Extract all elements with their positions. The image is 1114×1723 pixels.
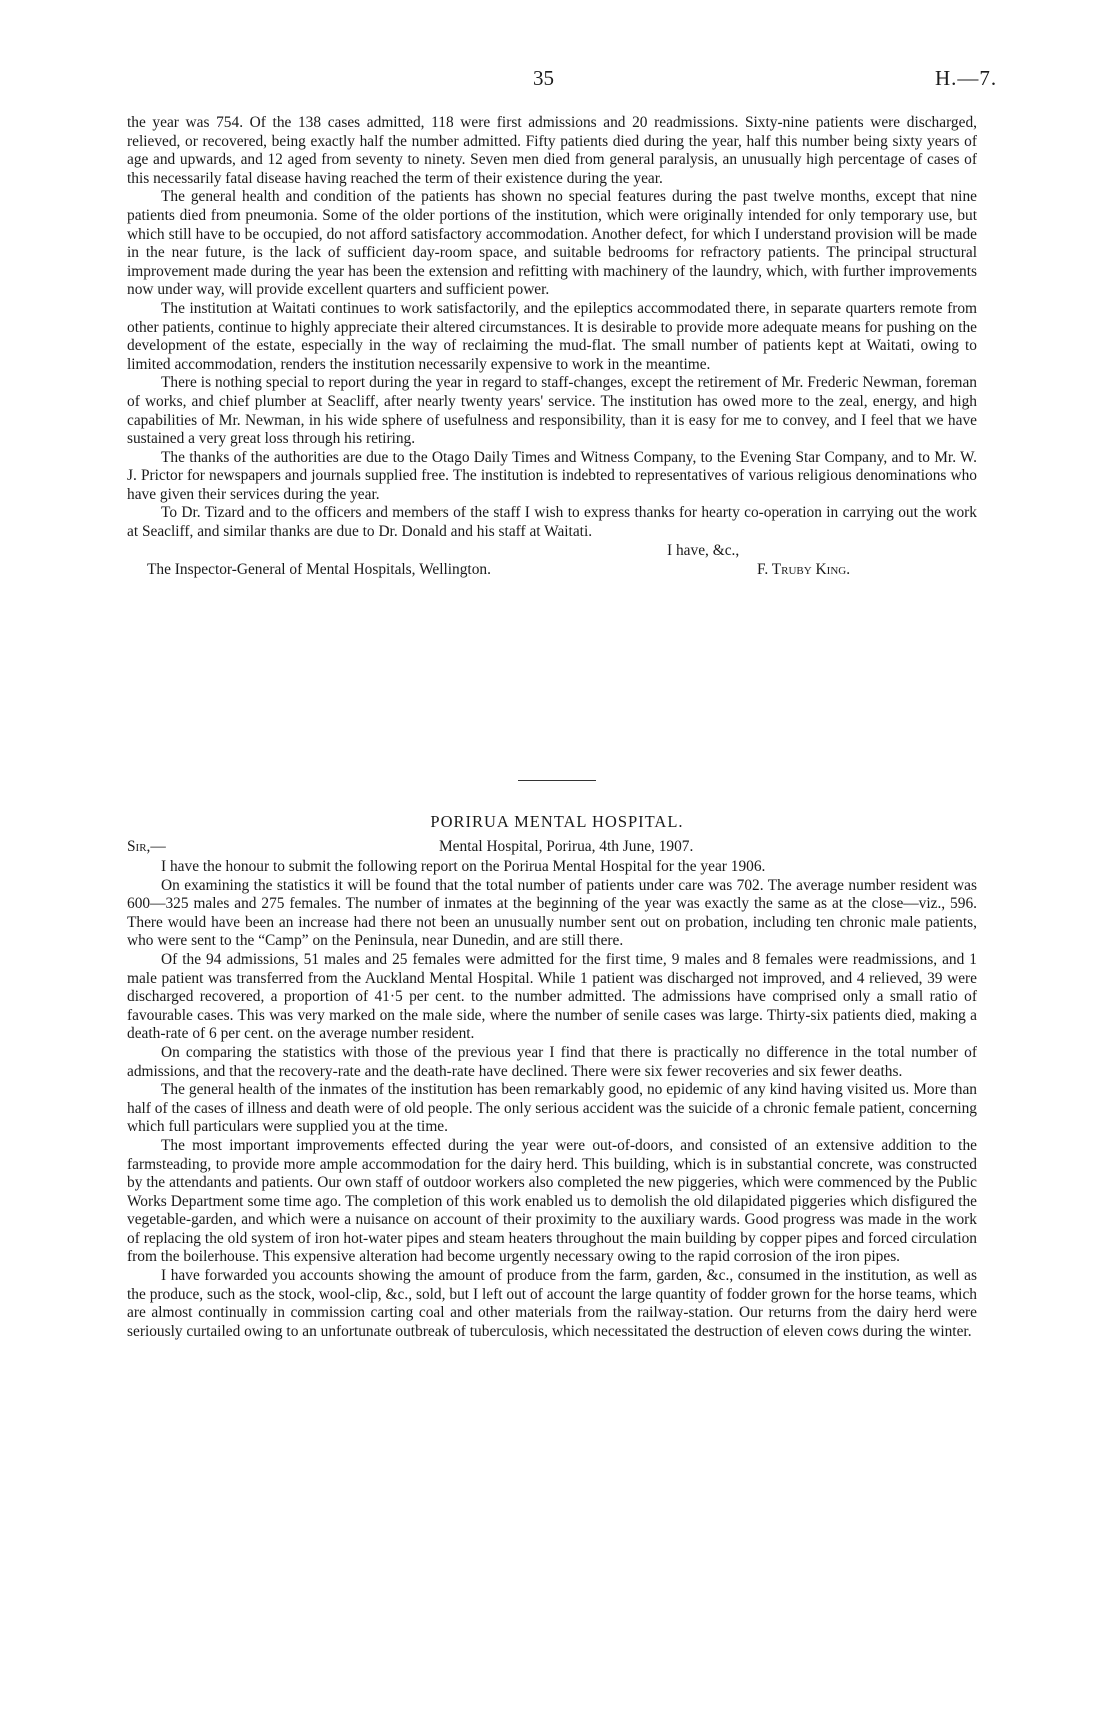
- paragraph: the year was 754. Of the 138 cases admitted, 118 were first admissions and 20 readmissions. Sixty-nine patients were discharged, relieved, or recovered, being exactly half the number admitted. Fifty patients died during the year, half this number being sixty years of age and upwards, and 12 aged from seventy to ninety. Seven men died from general paralysis, an unusually high percentage of cases of this necessarily fatal disease having reached the term of their existence during the year.: [127, 114, 977, 187]
- closing-row: [127, 542, 977, 561]
- addressee: The Inspector-General of Mental Hospitals, Wellington.: [147, 560, 491, 578]
- page-header: [0, 66, 1114, 96]
- paragraph: On comparing the statistics with those of the previous year I find that there is practically no difference in the total number of admissions, and that the recovery-rate and the death-rate have declined. There were six fewer recoveries and six fewer deaths.: [127, 1043, 977, 1080]
- paragraph: The general health and condition of the patients has shown no special features during the past twelve months, except that nine patients died from pneumonia. Some of the older portions of the institution, which were originally intended for only temporary use, but which still have to be occupied, do not afford satisfactory accommodation. Another defect, for which I understand provision will be made in the near future, is the lack of sufficient day-room space, and suitable bedrooms for refractory patients. The principal structural improvement made during the year has been the extension and refitting with machinery of the laundry, which, with further improvements now under way, will provide excellent quarters and sufficient power.: [127, 188, 977, 299]
- seacliff-report-continuation: [127, 114, 977, 580]
- addressee-row: [127, 561, 977, 580]
- paragraph: There is nothing special to report during the year in regard to staff-changes, except the retirement of Mr. Frederic Newman, foreman of works, and chief plumber at Seacliff, after nearly twenty years' service. The institution has owed more to the zeal, energy, and high capabilities of Mr. Newman, in his wide sphere of usefulness and responsibility, than it is easy for me to convey, and I feel that we have sustained a very great loss through his retiring.: [127, 374, 977, 448]
- section-title: PORIRUA MENTAL HOSPITAL.: [430, 812, 684, 831]
- paragraph: I have the honour to submit the following report on the Porirua Mental Hospital for the year 1906.: [161, 858, 766, 875]
- paragraph: To Dr. Tizard and to the officers and members of the staff I wish to express thanks for hearty co-operation in carrying out the work at Seacliff, and similar thanks are due to Dr. Donald and his staff at Waitati.: [127, 504, 977, 541]
- document-code: H.—7.: [935, 66, 998, 90]
- salutation-row: [127, 838, 977, 858]
- page-number: 35: [533, 66, 554, 90]
- porirua-report-body: [127, 858, 977, 1341]
- paragraph: Of the 94 admissions, 51 males and 25 females were admitted for the first time, 9 males and 8 females were readmissions, and 1 male patient was transferred from the Auckland Mental Hospital. While 1 patient was discharged not improved, and 4 relieved, 39 were discharged recovered, a proportion of 41·5 per cent. to the number admitted. The admissions have comprised only a small ratio of favourable cases. This was very marked on the male side, where the number of senile cases was large. Thirty-six patients died, making a death-rate of 6 per cent. on the average number resident.: [127, 950, 977, 1043]
- salutation: Sir,—: [127, 838, 166, 855]
- closing: I have, &c.,: [667, 541, 740, 559]
- paragraph: The general health of the inmates of the institution has been remarkably good, no epidemic of any kind having visited us. More than half of the cases of illness and death were of old people. The only serious accident was the suicide of a chronic female patient, concerning which full particulars were supplied you at the time.: [127, 1081, 977, 1136]
- paragraph: The thanks of the authorities are due to the Otago Daily Times and Witness Company, to the Evening Star Company, and to Mr. W. J. Prictor for newspapers and journals supplied free. The institution is indebted to representatives of various religious denominations who have given their services during the year.: [127, 448, 977, 503]
- paragraph: I have forwarded you accounts showing the amount of produce from the farm, garden, &c., consumed in the institution, as well as the produce, such as the stock, wool-clip, &c., sold, but I left out of account the large quantity of fodder grown for the horse teams, which are almost continually in commission carting coal and other materials from the railway-station. Our returns from the dairy herd were seriously curtailed owing to an unfortunate outbreak of tuberculosis, which necessitated the destruction of eleven cows during the winter.: [127, 1267, 977, 1340]
- paragraph: On examining the statistics it will be found that the total number of patients under care was 702. The average number resident was 600—325 males and 275 females. The number of inmates at the beginning of the year was exactly the same as at the close—viz., 596. There would have been an increase had there not been an unusually number sent out on probation, including ten chronic male patients, who were sent to the “Camp” on the Peninsula, near Dunedin, and are still there.: [127, 876, 977, 950]
- paragraph: The most important improvements effected during the year were out-of-doors, and consisted of an extensive addition to the farmsteading, to provide more ample accommodation for the dairy herd. This building, which is in substantial concrete, was constructed by the attendants and patients. Our own staff of outdoor workers also completed the new piggeries, which were commenced by the Public Works Department some time ago. The completion of this work enabled us to demolish the old dilapidated piggeries which disfigured the vegetable-garden, and which were a nuisance on account of their proximity to the auxiliary wards. Good progress was made in the work of replacing the old system of iron hot-water pipes and steam heaters throughout the main building by copper pipes and forced circulation from the boilerhouse. This expensive alteration had become urgently necessary owing to the rapid corrosion of the iron pipes.: [127, 1136, 977, 1266]
- signature: F. Truby King.: [757, 560, 851, 578]
- place-date: Mental Hospital, Porirua, 4th June, 1907.: [439, 838, 694, 855]
- paragraph: The institution at Waitati continues to work satisfactorily, and the epileptics accommodated there, in separate quarters remote from other patients, continue to highly appreciate their altered circumstances. It is desirable to provide more adequate means for pushing on the development of the estate, especially in the way of reclaiming the mud-flat. The small number of patients kept at Waitati, owing to limited accommodation, renders the institution necessarily expensive to work in the meantime.: [127, 299, 977, 373]
- section-divider: [518, 780, 596, 781]
